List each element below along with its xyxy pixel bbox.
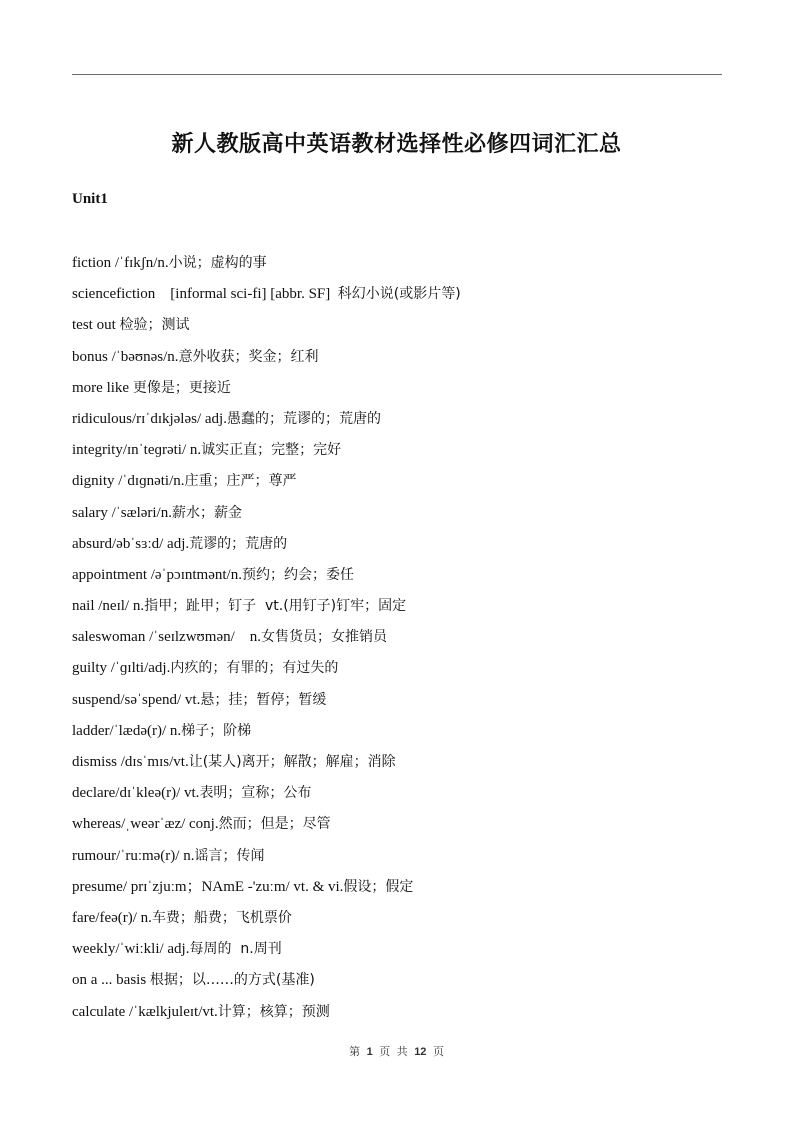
entry-chinese: 薪水；薪金 — [171, 504, 242, 521]
entry-chinese: 荒谬的；荒唐的 — [189, 535, 288, 552]
vocab-entry — [72, 313, 461, 344]
entry-chinese: 假设；假定 — [343, 878, 414, 895]
vocab-entry — [72, 906, 461, 937]
entry-chinese: 梯子；阶梯 — [181, 722, 252, 739]
entry-english: nail /neɪl/ n. — [72, 598, 145, 615]
entry-english: whereas/ˌweərˈæz/ conj. — [72, 816, 219, 833]
entry-chinese: 然而；但是；尽管 — [218, 816, 331, 833]
entry-chinese: 科幻小说(或影片等) — [337, 286, 461, 303]
entry-english: saleswoman /ˈseɪlzwʊmən/ n. — [72, 629, 262, 646]
vocab-entry — [72, 812, 461, 843]
entry-chinese: 更像是；更接近 — [132, 379, 231, 396]
vocab-entry — [72, 844, 461, 875]
vocab-entry — [72, 719, 461, 750]
entry-chinese: 愚蠢的；荒谬的；荒唐的 — [226, 410, 381, 427]
entry-english: more like — [72, 379, 133, 396]
entry-english: on a ... basis — [72, 972, 150, 989]
entry-chinese: 车费；船费；飞机票价 — [151, 909, 292, 926]
entry-english: test out — [72, 317, 120, 334]
current-page-number: 1 — [366, 1046, 373, 1058]
footer-middle: 页 共 — [379, 1045, 408, 1058]
vocab-entry — [72, 937, 461, 968]
vocab-entry — [72, 875, 461, 906]
total-page-count: 12 — [414, 1046, 427, 1058]
entry-chinese: 意外收获；奖金；红利 — [178, 348, 319, 365]
vocab-entry — [72, 688, 461, 719]
entry-english: integrity/ɪnˈteɡrəti/ n. — [72, 442, 202, 459]
vocab-entry — [72, 282, 461, 313]
unit-heading: Unit1 — [72, 191, 108, 207]
vocab-entry — [72, 376, 461, 407]
entry-english: weekly/ˈwiːkli/ adj. — [72, 941, 190, 958]
vocab-entry — [72, 656, 461, 687]
document-title: 新人教版高中英语教材选择性必修四词汇汇总 — [171, 131, 622, 157]
footer-suffix: 页 — [432, 1045, 444, 1058]
entry-chinese: 庄重；庄严；尊严 — [184, 473, 297, 490]
entry-chinese: 内疚的；有罪的；有过失的 — [170, 660, 339, 677]
entry-chinese: 诚实正直；完整；完好 — [201, 442, 342, 459]
entry-chinese: 预约；约会；委任 — [241, 566, 354, 583]
entry-chinese: 检验；测试 — [119, 317, 190, 334]
page-footer — [0, 1043, 793, 1059]
vocab-entry — [72, 407, 461, 438]
entry-english: sciencefiction [informal sci-fi] [abbr. SF] — [72, 286, 338, 303]
entry-english: bonus /ˈbəʊnəs/n. — [72, 348, 179, 365]
vocab-entry — [72, 438, 461, 469]
vocab-entry — [72, 750, 461, 781]
vocabulary-list — [72, 251, 461, 1031]
vocab-entry — [72, 1000, 461, 1031]
entry-english: declare/dɪˈkleə(r)/ vt. — [72, 785, 200, 802]
entry-english: calculate /ˈkælkjuleɪt/vt. — [72, 1003, 218, 1020]
entry-chinese: 指甲；趾甲；钉子 vt.(用钉子)钉牢；固定 — [144, 598, 407, 615]
entry-chinese: 计算；核算；预测 — [217, 1003, 330, 1020]
entry-english: fare/feə(r)/ n. — [72, 909, 152, 926]
entry-english: dismiss /dɪsˈmɪs/vt. — [72, 754, 189, 770]
entry-english: salary /ˈsæləri/n. — [72, 504, 172, 521]
entry-english: fiction /ˈfɪkʃn/n. — [72, 255, 169, 271]
vocab-entry — [72, 968, 461, 999]
entry-english: appointment /əˈpɔɪntmənt/n. — [72, 566, 242, 583]
vocab-entry — [72, 469, 461, 500]
entry-chinese: 小说；虚构的事 — [168, 255, 267, 271]
footer-prefix: 第 — [349, 1045, 361, 1058]
entry-english: dignity /ˈdɪɡnəti/n. — [72, 473, 185, 490]
entry-english: presume/ prɪˈzjuːm；NAmE -'zuːm/ vt. & vi. — [72, 878, 344, 895]
entry-english: rumour/ˈruːmə(r)/ n. — [72, 847, 195, 864]
vocab-entry — [72, 781, 461, 812]
vocab-entry — [72, 625, 461, 656]
header-rule — [72, 74, 722, 75]
vocab-entry — [72, 345, 461, 376]
entry-english: suspend/səˈspend/ vt. — [72, 691, 201, 708]
entry-chinese: 根据；以……的方式(基准) — [149, 972, 315, 989]
entry-english: absurd/əbˈsɜːd/ adj. — [72, 535, 190, 552]
entry-chinese: 悬；挂；暂停；暂缓 — [200, 691, 327, 708]
entry-english: ridiculous/rɪˈdɪkjələs/ adj. — [72, 410, 227, 427]
entry-chinese: 表明；宣称；公布 — [199, 785, 312, 802]
entry-chinese: 谣言；传闻 — [194, 847, 265, 864]
entry-english: guilty /ˈɡɪlti/adj. — [72, 660, 171, 677]
entry-chinese: 让(某人)离开；解散；解雇；消除 — [188, 754, 396, 770]
vocab-entry — [72, 501, 461, 532]
entry-english: ladder/ˈlædə(r)/ n. — [72, 722, 182, 739]
vocab-entry — [72, 532, 461, 563]
entry-chinese: 女售货员；女推销员 — [261, 629, 388, 646]
entry-chinese: 每周的 n.周刊 — [189, 941, 282, 958]
vocab-entry — [72, 594, 461, 625]
vocab-entry — [72, 563, 461, 594]
vocab-entry — [72, 251, 461, 282]
